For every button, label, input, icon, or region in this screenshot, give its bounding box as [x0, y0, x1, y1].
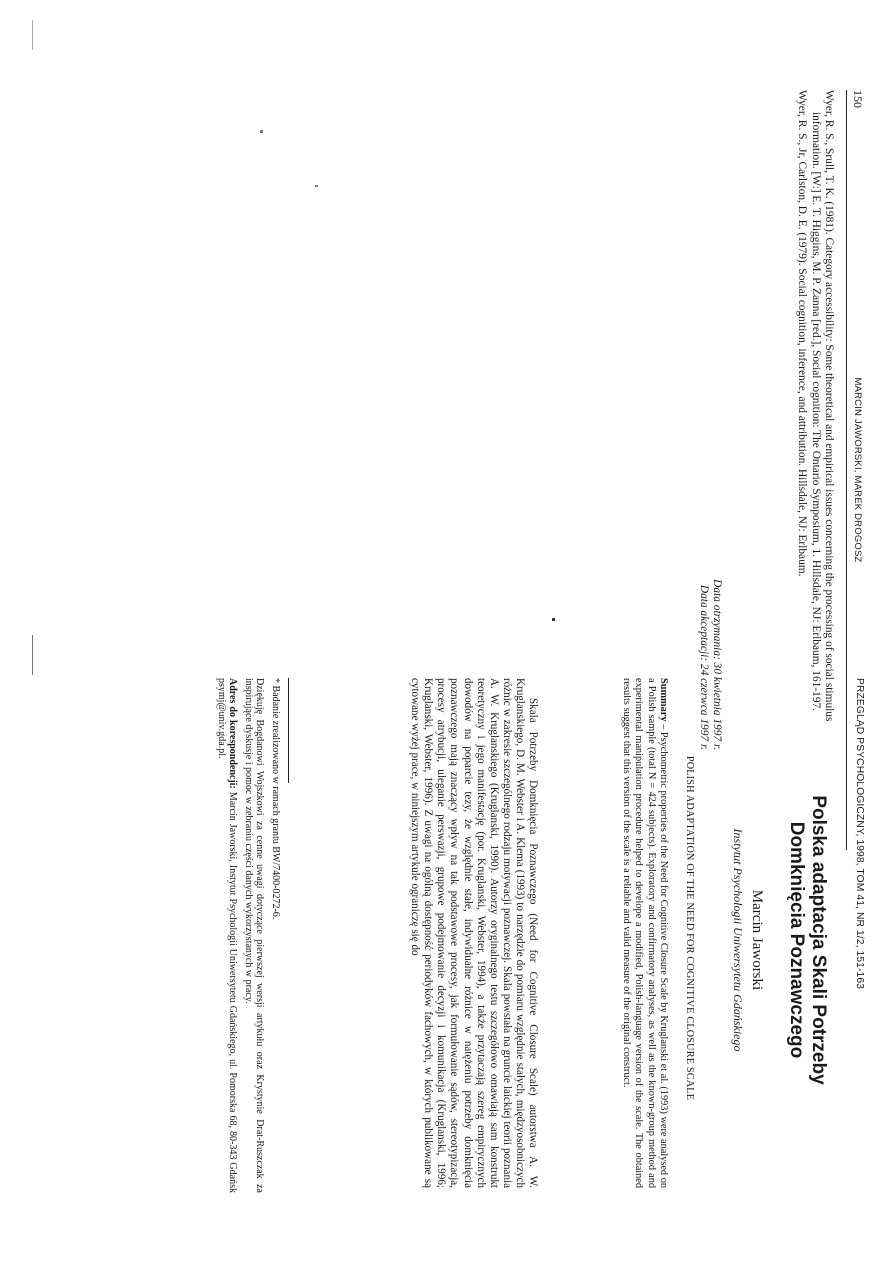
journal-header: PRZEGLĄD PSYCHOLOGICZNY, 1998, TOM 41, NR 1/2, 151-163 [854, 678, 865, 990]
running-head: MARCIN JAWORSKI, MAREK DROGOSZ [852, 377, 863, 563]
reference-list [795, 90, 835, 752]
footnote-acknowledgements: Dziękuję Bogdanowi Wojszkowi za cenne uwagi dotyczące pierwszej wersji artykułu oraz Krystynie Drat-Ruszczak za inspirujące dyskusje i pomoc w zebraniu części danych wykorzystanych w pracy. [242, 678, 266, 1193]
summary-label: Summary [658, 678, 669, 722]
correspondence-label: Adres do korespondencji: [227, 678, 239, 789]
scan-speck [32, 635, 33, 675]
body-text [408, 678, 539, 1188]
title-line-2: Domknięcia Poznawczego [786, 821, 807, 1059]
footnote-rule [288, 678, 289, 783]
title-line-1: Polska adaptacja Skali Potrzeby [808, 795, 829, 1085]
author-institution: Instytut Psychologii Uniwersytetu Gdańskiego [731, 828, 745, 1052]
scan-speck [260, 130, 263, 133]
footnote-grant: * Badanie zrealizowano w ramach grantu BW/7400-0272-6. [270, 678, 281, 920]
body-paragraph: Skala Potrzeby Domknięcia Poznawczego (Need for Cognitive Closure Scale) autorstwa A. W. Kruglanskiego, D. M. Webster i A. Klema (1993) to narzędzie do pomiaru względnie stałych, międzyosobniczych różnic w zakresie szczególnego rodzaju motywacji poznawczej. Skala powstała na gruncie laickiej teorii poznania A. W. Kruglanskiego (Kruglanski, 1990). Autorzy oryginalnego testu szczegółowo omawiają sam konstrukt teoretyczny i jego manifestację (por. Kruglanski, Webster, 1994), a także przytaczają szereg empirycznych dowodów na poparcie tezy, że względnie stałe, indywidualne różnice w natężeniu potrzeby domknięcia poznawczego mają znaczący wpływ na tak podstawowe procesy, jak formułowanie sądów, stereotypizacja, procesy atrybucji, uleganie perswazji, grupowe podejmowanie decyzji i komunikacja (Kruglanski, 1996; Kruglanski, Webster, 1996). Z uwagi na ogólną dostępność periodyków fachowych, w których publikowane są cytowane wyżej prace, w niniejszym artykule ograniczę się do [409, 678, 539, 1188]
scan-speck [552, 618, 555, 621]
summary-text: Psychometric properties of the Need for Cognitive Closure Scale by Kruglanski et al. (1993) were analysed on a Polish sample (total N = 424 subjects). Exploratory and confirmatory analyses, as well as the known-group method and experimental manipulation procedure helped to develope a modified, Polish-language version of the scale. The obtained results suggest that this version of the scale is a reliable and valid measure of the original construct. [621, 678, 669, 1188]
article-title [785, 690, 829, 1190]
footnotes [211, 678, 281, 1193]
footnote-correspondence [215, 678, 238, 1193]
correspondence-text: Marcin Jaworski, Instytut Psychologii Uniwersytetu Gdańskiego, ul. Pomorska 68, 80-343 Gdańsk psymj@univ.gda.pl. [215, 678, 239, 1193]
reference-item: Wyer, R. S., Jr, Carlston, D. E. (1979). Social cognition, inference, and attribution. Hillsdale, NJ: Erlbaum. [796, 90, 809, 577]
accepted-date: Data akceptacji: 24 czerwca 1997 r. [697, 584, 710, 750]
author-name: Marcin Jaworski [749, 889, 765, 991]
summary: Summary – Psychometric properties of the Need for Cognitive Closure Scale by Kruglanski et al. (1993) were analysed on a Polish sample (total N = 424 subjects). Exploratory and confirmatory analyses, as well as the known-group method and experimental manipulation procedure helped to develope a modified, Polish-language version of the scale. The obtained results suggest that this version of the scale is a reliable and valid measure of the original construct. [621, 678, 669, 1188]
scan-speck [315, 185, 318, 187]
submission-dates [696, 340, 723, 750]
reference-item: Wyer, R. S., Srull, T. K. (1981). Category accessibility: Some theoretical and empirical issues concerning the processing of social stimulus information. [W:] E. T. Higgins, M. P. Zanna [red.], Social cognition: The Ontario Symposium, 1. Hillsdale, NJ: Erlbaum, 161-197. [809, 90, 835, 722]
english-title: POLISH ADAPTATION OF THE NEED FOR COGNITIVE CLOSURE SCALE [684, 755, 695, 1101]
received-date: Data otrzymania: 30 kwietnia 1997 r. [711, 579, 723, 750]
page-number: 150 [851, 90, 865, 108]
scan-speck [32, 20, 33, 50]
